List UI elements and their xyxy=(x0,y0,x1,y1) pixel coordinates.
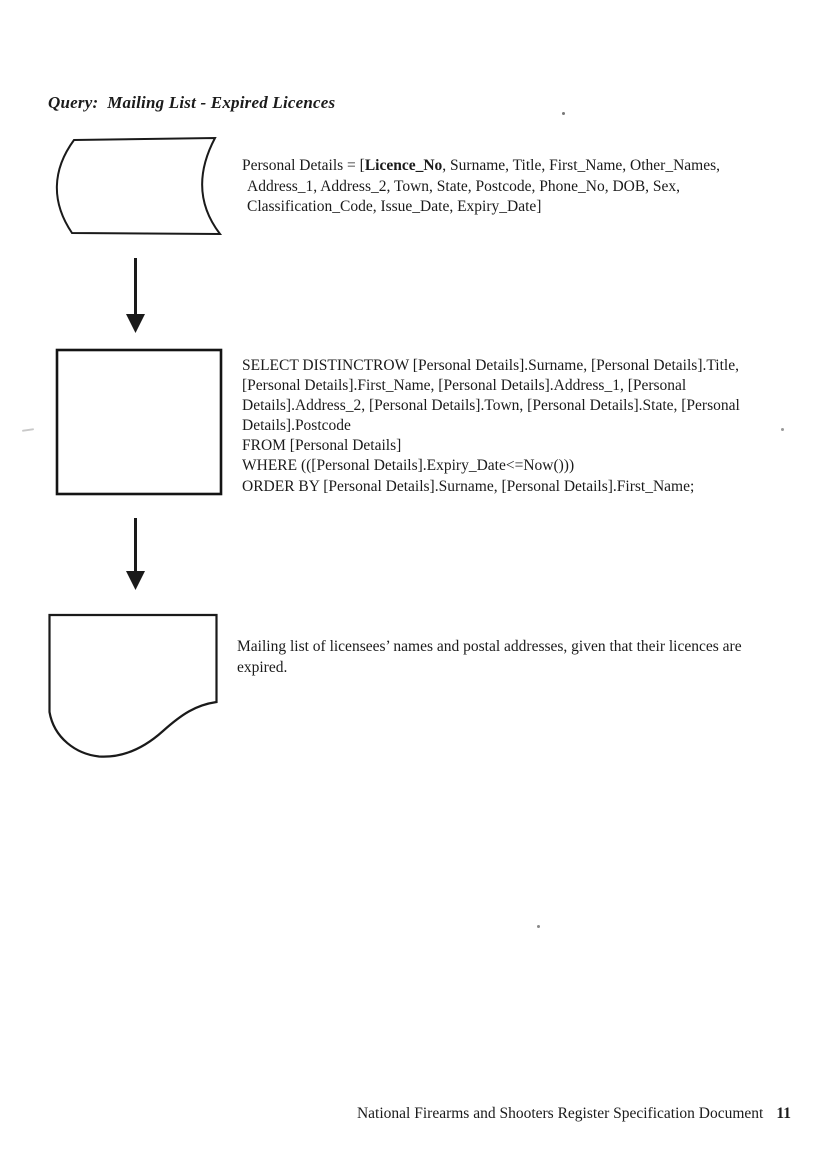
annotation-line: Mailing list of licensees’ names and postal addresses, given that their licences are xyxy=(237,638,742,655)
footer-page-number: 11 xyxy=(776,1105,791,1122)
annotation-line: Address_1, Address_2, Town, State, Postcode, Phone_No, DOB, Sex, xyxy=(247,177,681,195)
annotation-line: expired. xyxy=(237,658,288,676)
annotation-line: ORDER BY [Personal Details].Surname, [Personal Details].First_Name; xyxy=(242,477,695,495)
annotation-line: Details].Postcode xyxy=(242,417,351,435)
flow-arrow-down-1 xyxy=(126,258,145,333)
process-rectangle-shape xyxy=(57,350,221,494)
footer-document-title: National Firearms and Shooters Register Specification Document xyxy=(356,1105,764,1122)
page-footer xyxy=(357,1105,791,1123)
annotation-line: Personal Details = [Licence_No, Surname, Title, First_Name, Other_Names, xyxy=(242,157,720,174)
annotation-line: Classification_Code, Issue_Date, Expiry_Date] xyxy=(247,198,542,215)
flow-arrow-down-2 xyxy=(126,518,145,590)
bold-field-licence-no: Licence_No xyxy=(364,157,443,174)
sql-query-annotation xyxy=(242,356,802,497)
annotation-line: WHERE (([Personal Details].Expiry_Date<=Now())) xyxy=(242,457,575,475)
page-title: Query: Mailing List - Expired Licences xyxy=(48,93,336,112)
annotation-line: FROM [Personal Details] xyxy=(242,437,402,455)
annotation-line: [Personal Details].First_Name, [Personal Details].Address_1, [Personal xyxy=(242,377,687,395)
scan-speck xyxy=(537,925,540,928)
annotation-line: SELECT DISTINCTROW [Personal Details].Surname, [Personal Details].Title, xyxy=(242,357,739,374)
scan-speck xyxy=(781,428,784,431)
annotation-line: Details].Address_2, [Personal Details].Town, [Personal Details].State, [Personal xyxy=(242,397,740,415)
stored-data-shape xyxy=(57,138,220,234)
document-output-shape xyxy=(50,615,217,757)
stored-data-annotation xyxy=(242,156,797,218)
output-description-annotation xyxy=(237,637,797,678)
scan-speck xyxy=(562,112,565,115)
